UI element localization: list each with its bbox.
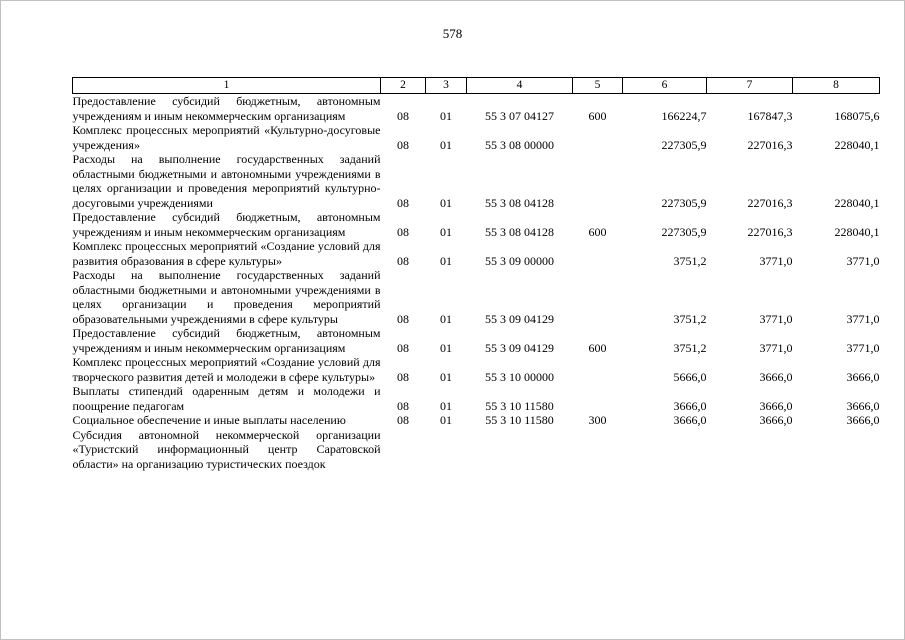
cell-amount-year3: 3771,0: [846, 340, 880, 355]
table-row: [73, 326, 880, 355]
cell-name: Предоставление субсидий бюджетным, автономным учреждениям и иным некоммерческим организациям: [72, 210, 381, 239]
cell-amount-year3: 3666,0: [846, 398, 880, 413]
cell-subsection-code: 01: [440, 398, 452, 413]
cell-amount-year3: 3771,0: [846, 253, 880, 268]
cell-expense-type-code: 600: [588, 340, 607, 355]
cell-amount-year2: 3666,0: [759, 398, 793, 413]
cell-subsection-code: 01: [440, 369, 452, 384]
column-number-2: 2: [381, 78, 426, 94]
cell-amount-year1: 227305,9: [661, 137, 707, 152]
column-number-8: 8: [793, 78, 880, 94]
column-number-4: 4: [467, 78, 573, 94]
cell-name: Предоставление субсидий бюджетным, автономным учреждениям и иным некоммерческим организациям: [72, 94, 381, 123]
cell-amount-year1: 227305,9: [661, 195, 707, 210]
cell-target-article-code: 55 3 08 04128: [485, 195, 554, 210]
cell-amount-year3: 168075,6: [834, 108, 880, 123]
cell-section-code: 08: [397, 340, 409, 355]
cell-amount-year1: 5666,0: [673, 369, 707, 384]
table-row: [73, 413, 880, 428]
column-number-row: [73, 78, 880, 94]
cell-amount-year1: 3666,0: [673, 398, 707, 413]
cell-expense-type-code: 600: [588, 224, 607, 239]
table-row: [73, 239, 880, 268]
table-body: [73, 94, 880, 472]
table-row: [73, 94, 880, 124]
cell-amount-year2: [707, 428, 793, 472]
cell-amount-year3: 228040,1: [834, 137, 880, 152]
cell-subsection-code: [426, 428, 467, 472]
cell-subsection-code: 01: [440, 224, 452, 239]
table-row: [73, 210, 880, 239]
table-row: [73, 268, 880, 326]
cell-target-article-code: 55 3 07 04127: [485, 108, 554, 123]
table-row: [73, 355, 880, 384]
cell-section-code: 08: [397, 398, 409, 413]
cell-amount-year1: 3751,2: [673, 253, 707, 268]
cell-amount-year2: 3771,0: [759, 340, 793, 355]
column-number-5: 5: [573, 78, 623, 94]
cell-amount-year3: [793, 428, 880, 472]
cell-subsection-code: 01: [440, 137, 452, 152]
cell-subsection-code: 01: [440, 253, 452, 268]
table-row: [73, 428, 880, 472]
cell-target-article-code: 55 3 08 04128: [485, 224, 554, 239]
cell-amount-year3: 3666,0: [846, 369, 880, 384]
cell-name: Расходы на выполнение государственных заданий областными бюджетными и автономными учреждениями в целях организации и проведения мероприятий культурно-досуговыми учреждениями: [72, 152, 381, 210]
cell-section-code: 08: [397, 253, 409, 268]
cell-target-article-code: 55 3 10 11580: [485, 398, 554, 413]
cell-amount-year1: 166224,7: [661, 108, 707, 123]
cell-section-code: [381, 428, 426, 472]
cell-section-code: 08: [397, 369, 409, 384]
cell-amount-year3: 228040,1: [834, 195, 880, 210]
cell-expense-type-code: [573, 355, 623, 384]
budget-table: [72, 77, 880, 471]
cell-target-article-code: [467, 428, 573, 472]
cell-amount-year1: 3751,2: [673, 340, 707, 355]
column-number-3: 3: [426, 78, 467, 94]
cell-section-code: 08: [397, 224, 409, 239]
table-row: [73, 384, 880, 413]
column-number-6: 6: [623, 78, 707, 94]
cell-amount-year1: 3751,2: [673, 311, 707, 326]
cell-expense-type-code: [573, 123, 623, 152]
cell-name: Выплаты стипендий одаренным детям и молодежи и поощрение педагогам: [72, 384, 381, 413]
cell-name: Комплекс процессных мероприятий «Создание условий для развития образования в сфере культуры»: [72, 239, 381, 268]
cell-expense-type-code: 600: [588, 108, 607, 123]
column-number-1: 1: [73, 78, 381, 94]
cell-subsection-code: 01: [440, 413, 452, 427]
cell-expense-type-code: [573, 428, 623, 472]
table-row: [73, 123, 880, 152]
cell-target-article-code: 55 3 08 00000: [485, 137, 554, 152]
page-number: 578: [442, 26, 463, 41]
column-number-7: 7: [707, 78, 793, 94]
cell-expense-type-code: [573, 384, 623, 413]
cell-name: Комплекс процессных мероприятий «Создание условий для творческого развития детей и молодежи в сфере культуры»: [72, 355, 381, 384]
cell-name: Комплекс процессных мероприятий «Культурно-досуговые учреждения»: [72, 123, 381, 152]
cell-amount-year2: 3666,0: [759, 413, 793, 427]
cell-amount-year3: 228040,1: [834, 224, 880, 239]
cell-name: Расходы на выполнение государственных заданий областными бюджетными и автономными учреждениями в целях организации и проведения мероприятий образовательными учреждениями в сфере культуры: [72, 268, 381, 326]
cell-name: Субсидия автономной некоммерческой организации «Туристский информационный центр Саратовской области» на организацию туристических поездок: [72, 427, 381, 471]
cell-section-code: 08: [397, 413, 409, 427]
cell-amount-year2: 3771,0: [759, 253, 793, 268]
cell-target-article-code: 55 3 09 04129: [485, 311, 554, 326]
cell-amount-year3: 3771,0: [846, 311, 880, 326]
cell-subsection-code: 01: [440, 108, 452, 123]
cell-section-code: 08: [397, 311, 409, 326]
cell-amount-year2: 3771,0: [759, 311, 793, 326]
cell-amount-year3: 3666,0: [846, 413, 880, 427]
cell-target-article-code: 55 3 10 11580: [485, 413, 554, 427]
cell-expense-type-code: [573, 268, 623, 326]
cell-section-code: 08: [397, 195, 409, 210]
cell-target-article-code: 55 3 09 00000: [485, 253, 554, 268]
cell-name: Социальное обеспечение и иные выплаты населению: [72, 413, 346, 427]
cell-amount-year2: 227016,3: [747, 195, 793, 210]
cell-target-article-code: 55 3 10 00000: [485, 369, 554, 384]
cell-subsection-code: 01: [440, 340, 452, 355]
cell-amount-year2: 167847,3: [747, 108, 793, 123]
cell-section-code: 08: [397, 108, 409, 123]
cell-expense-type-code: 300: [588, 413, 607, 427]
cell-amount-year2: 3666,0: [759, 369, 793, 384]
cell-section-code: 08: [397, 137, 409, 152]
table-row: [73, 152, 880, 210]
cell-amount-year2: 227016,3: [747, 224, 793, 239]
cell-amount-year1: [623, 428, 707, 472]
cell-expense-type-code: [573, 239, 623, 268]
cell-expense-type-code: [573, 152, 623, 210]
cell-name: Предоставление субсидий бюджетным, автономным учреждениям и иным некоммерческим организациям: [72, 326, 381, 355]
cell-target-article-code: 55 3 09 04129: [485, 340, 554, 355]
cell-amount-year2: 227016,3: [747, 137, 793, 152]
cell-amount-year1: 227305,9: [661, 224, 707, 239]
cell-subsection-code: 01: [440, 311, 452, 326]
cell-amount-year1: 3666,0: [673, 413, 707, 427]
cell-subsection-code: 01: [440, 195, 452, 210]
